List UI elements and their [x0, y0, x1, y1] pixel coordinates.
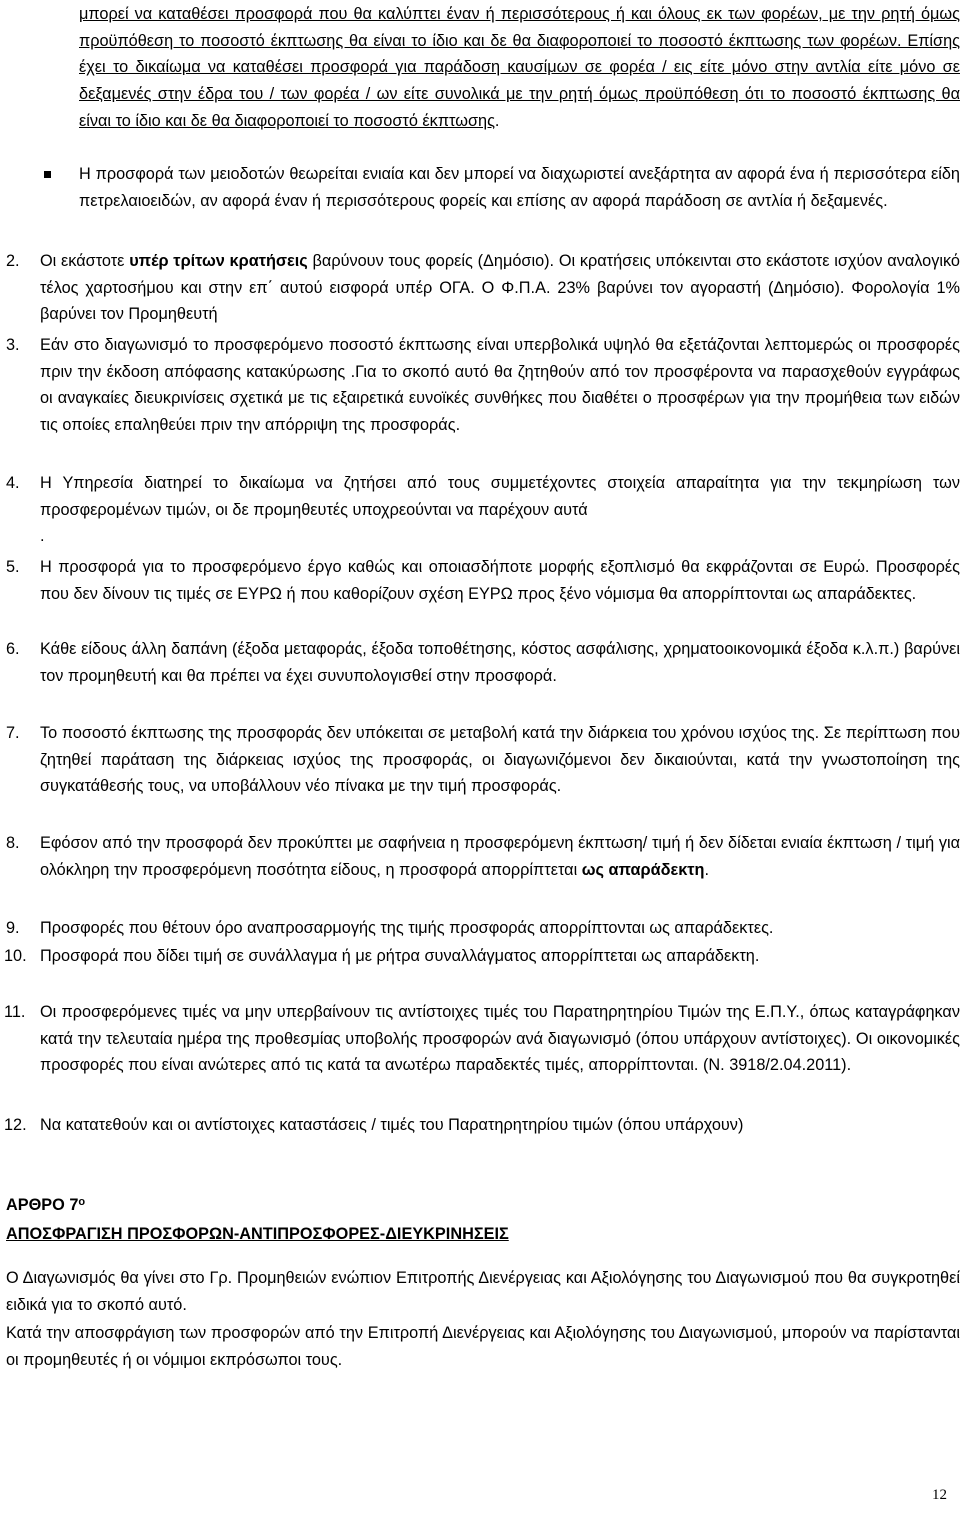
item-text [40, 248, 960, 328]
item-number: 5. [6, 558, 20, 576]
item-text [40, 470, 960, 550]
article-title: ΑΠΟΣΦΡΑΓΙΣΗ ΠΡΟΣΦΟΡΩΝ-ΑΝΤΙΠΡΟΣΦΟΡΕΣ-ΔΙΕΥΚΡΙΝΗΣΕΙΣ [6, 1225, 509, 1243]
item-text-part: Εφόσον από την προσφορά δεν προκύπτει με σαφήνεια η προσφερόμενη έκπτωση/ τιμή ή δεν δίδεται ενιαία έκπτωση / τιμή για ολόκληρη την προσφερόμενη ποσότητα είδους, η προσφορά απορρίπτεται [40, 834, 960, 879]
article-paragraph-1: Ο Διαγωνισμός θα γίνει στο Γρ. Προμηθειών ενώπιον Επιτροπής Διενέργειας και Αξιολόγησης του Διαγωνισμού που θα συγκροτηθεί ειδικά για το σκοπό αυτό. [6, 1269, 960, 1314]
article-label: ΑΡΘΡΟ 7 [6, 1196, 79, 1214]
item-number: 11. [4, 1003, 26, 1021]
item-text-part: Η Υπηρεσία διατηρεί το δικαίωμα να ζητήσει από τους συμμετέχοντες στοιχεία απαραίτητα για την τεκμηρίωση των προσφερομένων τιμών, οι δε προμηθευτές υποχρεούνται να παρέχουν αυτά [40, 474, 960, 519]
item-text: Το ποσοστό έκπτωσης της προσφοράς δεν υπόκειται σε μεταβολή κατά την διάρκεια του χρόνου ισχύος της. Σε περίπτωση που ζητηθεί παράταση της διάρκειας ισχύος της προσφοράς, οι διαγωνιζόμενοι δεν δικαιούνται, κατά την γνωστοποίηση της συγκατάθεσής τους, να υποβάλλουν νέο πίνακα με την τιμή προσφοράς. [40, 724, 960, 796]
article-heading [6, 1193, 85, 1217]
item-text-part: Οι εκάστοτε [40, 252, 130, 270]
item-number: 2. [6, 252, 20, 270]
item-number: 9. [6, 919, 20, 937]
item-text-part: . [704, 860, 710, 879]
item-text: Οι προσφερόμενες τιμές να μην υπερβαίνουν τις αντίστοιχες τιμές του Παρατηρητηρίου Τιμών της Ε.Π.Υ., όπως καταγράφηκαν κατά την τελευταία ημέρα της προθεσμίας υποβολής προσφορών ανά διαγωνισμό (όπου υπάρχουν αντίστοιχες). Οι οικονομικές προσφορές που είναι ανώτερες από τις κατά τα ανωτέρω παραδεκτές τιμές, απορρίπτονται. (Ν. 3918/2.04.2011). [40, 1003, 960, 1075]
article-superscript: ο [78, 1196, 86, 1208]
item-number: 10. [4, 947, 27, 965]
item-text: Προσφορές που θέτουν όρο αναπροσαρμογής της τιμής προσφοράς απορρίπτονται ως απαράδεκτες. [40, 919, 774, 937]
page-number: 12 [932, 1487, 947, 1503]
square-bullet-icon [44, 171, 51, 178]
item-number: 8. [6, 834, 20, 852]
item-text: Προσφορά που δίδει τιμή σε συνάλλαγμα ή με ρήτρα συναλλάγματος απορρίπτεται ως απαράδεκτη. [40, 947, 760, 965]
continued-paragraph [79, 1, 960, 135]
item-number: 7. [6, 724, 20, 742]
item-text-tail: . [40, 527, 45, 546]
item-text: Να κατατεθούν και οι αντίστοιχες καταστάσεις / τιμές του Παρατηρητηρίου τιμών (όπου υπάρχουν) [40, 1116, 744, 1134]
item-text: Η προσφορά για το προσφερόμενο έργο καθώς και οποιασδήποτε μορφής εξοπλισμό θα εκφράζονται σε Ευρώ. Προσφορές που δεν δίνουν τις τιμές σε ΕΥΡΩ ή που καθορίζουν σχέση ΕΥΡΩ προς ξένο νόμισμα θα απορρίπτονται ως απαράδεκτες. [40, 558, 960, 603]
item-number: 4. [6, 474, 20, 492]
item-bold-text: υπέρ τρίτων κρατήσεις [129, 252, 308, 270]
item-text-part: βαρύνουν τους φορείς (Δημόσιο). Οι κρατήσεις υπόκεινται στο εκάστοτε ισχύον αναλογικό τέλος χαρτοσήμου και στην επ΄ αυτού εισφορά υπέρ ΟΓΑ. Ο Φ.Π.Α. 23% βαρύνει τον αγοραστή (Δημόσιο). Φορολογία 1% βαρύνει τον Προμηθευτή [40, 252, 960, 324]
item-number: 6. [6, 640, 20, 658]
item-bold-text: ως απαράδεκτη [581, 860, 705, 879]
article-paragraph-2: Κατά την αποσφράγιση των προσφορών από την Επιτροπή Διενέργειας και Αξιολόγησης του Διαγωνισμού, μπορούν να παρίστανται οι προμηθευτές ή οι νόμιμοι εκπρόσωποι τους. [6, 1324, 960, 1369]
item-number: 12. [4, 1116, 27, 1134]
item-text [40, 830, 960, 883]
paragraph-end: . [494, 111, 500, 130]
underlined-text: μπορεί να καταθέσει προσφορά που θα καλύπτει έναν ή περισσότερους ή και όλους εκ των φορέων, με την ρητή όμως προϋπόθεση το ποσοστό έκπτωσης θα είναι το ίδιο και δε θα διαφοροποιεί το ποσοστό έκπτωσης των φορέων. Επίσης έχει το δικαίωμα να καταθέσει προσφορά για παράδοση καυσίμων σε φορέα / εις είτε μόνο στην αντλία είτε μόνο σε δεξαμενές στην έδρα του / των φορέα / ων είτε συνολικά με την ρητή όμως προϋπόθεση ότι το ποσοστό έκπτωσης θα είναι το ίδιο και δε θα διαφοροποιεί το ποσοστό έκπτωσης [79, 5, 960, 130]
bullet-text: Η προσφορά των μειοδοτών θεωρείται ενιαία και δεν μπορεί να διαχωριστεί ανεξάρτητα αν αφορά ένα ή περισσότερα είδη πετρελαιοειδών, αν αφορά έναν ή περισσότερους φορείς και επίσης αν αφορά παράδοση σε αντλία ή δεξαμενές. [79, 165, 960, 210]
item-text: Εάν στο διαγωνισμό το προσφερόμενο ποσοστό έκπτωσης είναι υπερβολικά υψηλό θα εξετάζονται λεπτομερώς οι προσφορές πριν την έκδοση απόφασης κατακύρωσης .Για το σκοπό αυτό θα ζητηθούν από τον προσφέροντα να παρασχεθούν εγγράφως οι αναγκαίες διευκρινίσεις σχετικά με τις εξαιρετικά ευνοϊκές συνθήκες που διαθέτει ο προσφέρων για την προμήθεια των ειδών τις οποίες επαληθεύει πριν την απόρριψη της προσφοράς. [40, 336, 960, 435]
item-number: 3. [6, 336, 20, 354]
item-text: Κάθε είδους άλλη δαπάνη (έξοδα μεταφοράς, έξοδα τοποθέτησης, κόστος ασφάλισης, χρηματοοικονομικά έξοδα κ.λ.π.) βαρύνει τον προμηθευτή και θα πρέπει να έχει συνυπολογισθεί στην προσφορά. [40, 640, 960, 685]
